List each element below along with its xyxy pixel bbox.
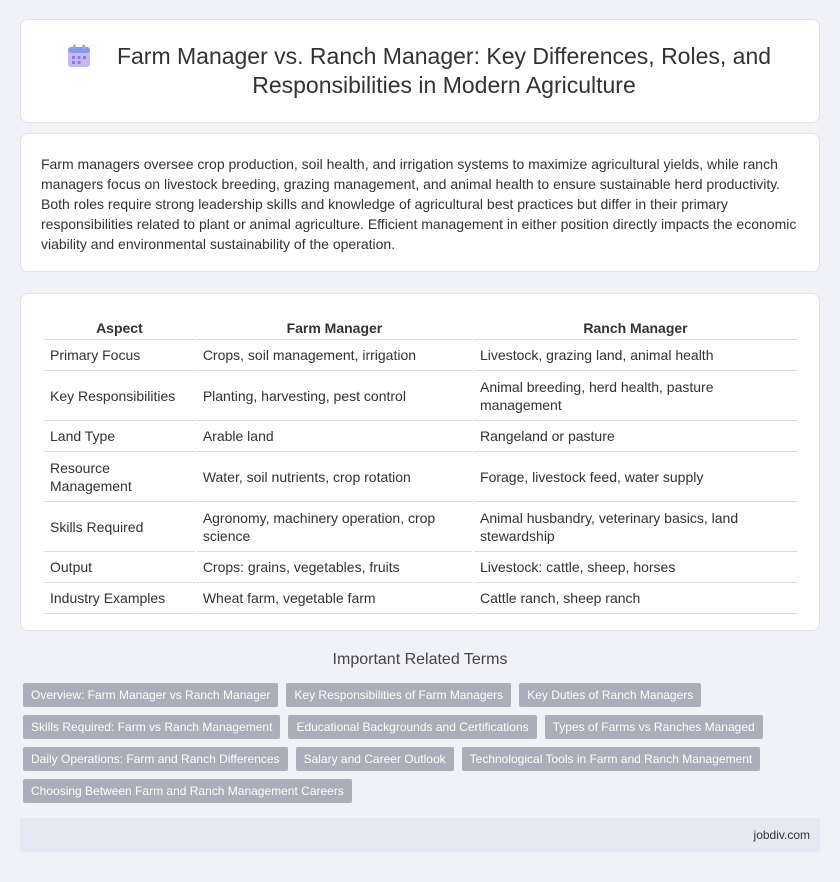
farm-cell: Agronomy, machinery operation, crop science	[197, 502, 472, 552]
aspect-cell: Resource Management	[44, 452, 195, 502]
related-term-tag[interactable]: Key Duties of Ranch Managers	[519, 683, 701, 707]
aspect-cell: Land Type	[44, 421, 195, 452]
related-term-tag[interactable]: Daily Operations: Farm and Ranch Differences	[23, 747, 288, 771]
farm-cell: Planting, harvesting, pest control	[197, 371, 472, 421]
table-row	[44, 340, 797, 371]
farm-cell: Crops: grains, vegetables, fruits	[197, 552, 472, 583]
farm-cell: Crops, soil management, irrigation	[197, 340, 472, 371]
ranch-cell: Rangeland or pasture	[474, 421, 797, 452]
table-row	[44, 452, 797, 502]
farm-cell: Wheat farm, vegetable farm	[197, 583, 472, 614]
comparison-table	[42, 314, 799, 614]
calendar-icon	[66, 43, 92, 69]
header-aspect: Aspect	[44, 314, 195, 340]
header-farm-manager: Farm Manager	[197, 314, 472, 340]
aspect-cell: Output	[44, 552, 195, 583]
header-ranch-manager: Ranch Manager	[474, 314, 797, 340]
footer	[20, 818, 820, 852]
related-term-tag[interactable]: Salary and Career Outlook	[296, 747, 454, 771]
aspect-cell: Industry Examples	[44, 583, 195, 614]
intro-paragraph: Farm managers oversee crop production, soil health, and irrigation systems to maximize agricultural yields, while ranch managers focus on livestock breeding, grazing management, and animal health to ensure sustainable herd productivity. Both roles require strong leadership skills and knowledge of agricultural best practices but differ in their primary responsibilities related to plant or animal agriculture. Efficient management in either position directly impacts the economic viability and environmental sustainability of the operation.	[41, 156, 797, 252]
comparison-table-card	[20, 293, 820, 631]
aspect-cell: Key Responsibilities	[44, 371, 195, 421]
table-row	[44, 421, 797, 452]
related-terms-title: Important Related Terms	[332, 651, 508, 668]
related-term-tag[interactable]: Types of Farms vs Ranches Managed	[545, 715, 763, 739]
ranch-cell: Cattle ranch, sheep ranch	[474, 583, 797, 614]
intro-card	[20, 133, 820, 272]
page-title: Farm Manager vs. Ranch Manager: Key Differences, Roles, and Responsibilities in Modern Agriculture	[116, 43, 772, 98]
farm-cell: Arable land	[197, 421, 472, 452]
farm-cell: Water, soil nutrients, crop rotation	[197, 452, 472, 502]
related-term-tag[interactable]: Educational Backgrounds and Certifications	[288, 715, 536, 739]
table-header-row	[44, 314, 797, 340]
ranch-cell: Livestock: cattle, sheep, horses	[474, 552, 797, 583]
footer-site-link[interactable]: jobdiv.com	[753, 828, 810, 842]
related-term-tag[interactable]: Technological Tools in Farm and Ranch Management	[462, 747, 761, 771]
ranch-cell: Animal breeding, herd health, pasture management	[474, 371, 797, 421]
aspect-cell: Primary Focus	[44, 340, 195, 371]
ranch-cell: Animal husbandry, veterinary basics, land stewardship	[474, 502, 797, 552]
ranch-cell: Livestock, grazing land, animal health	[474, 340, 797, 371]
table-row	[44, 552, 797, 583]
related-terms-list	[23, 683, 803, 803]
header-card	[20, 19, 820, 123]
related-term-tag[interactable]: Skills Required: Farm vs Ranch Management	[23, 715, 280, 739]
ranch-cell: Forage, livestock feed, water supply	[474, 452, 797, 502]
related-term-tag[interactable]: Overview: Farm Manager vs Ranch Manager	[23, 683, 278, 707]
related-term-tag[interactable]: Key Responsibilities of Farm Managers	[286, 683, 511, 707]
related-term-tag[interactable]: Choosing Between Farm and Ranch Management Careers	[23, 779, 352, 803]
aspect-cell: Skills Required	[44, 502, 195, 552]
table-row	[44, 583, 797, 614]
table-row	[44, 502, 797, 552]
table-row	[44, 371, 797, 421]
